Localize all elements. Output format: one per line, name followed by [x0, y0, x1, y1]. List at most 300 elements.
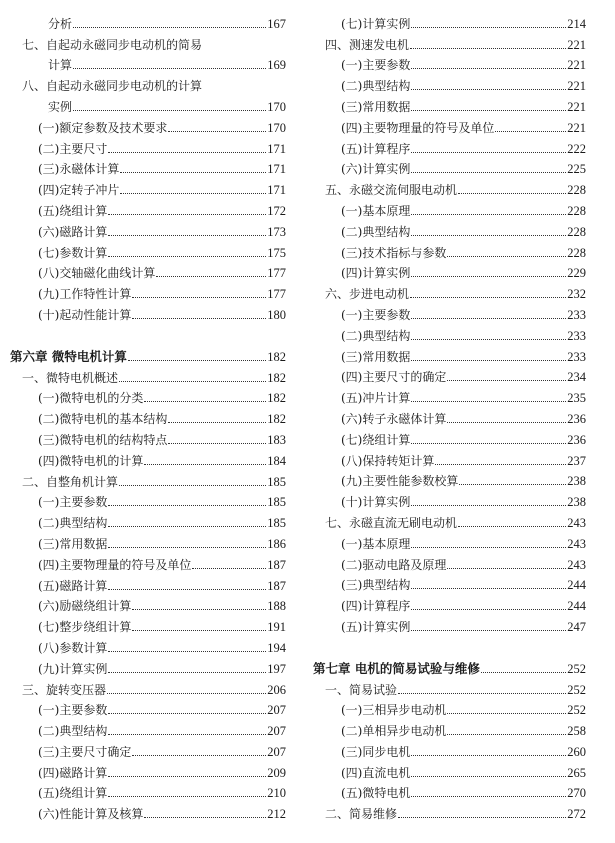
page-number: 182 [267, 370, 286, 385]
dot-leader [411, 609, 566, 610]
toc-column-left [10, 10, 286, 821]
entry-title: (五)绕组计算 [38, 203, 108, 218]
page-number: 171 [267, 183, 286, 198]
page-number: 188 [267, 599, 286, 614]
entry-title: (三)主要尺寸确定 [38, 744, 132, 759]
entry-title: (二)单相异步电动机 [341, 724, 447, 739]
page-number: 177 [267, 266, 286, 281]
dot-leader [108, 734, 266, 735]
dot-leader [144, 401, 266, 402]
entry-title: (一)额定参数及技术要求 [38, 120, 168, 135]
dot-leader [398, 693, 566, 694]
entry-title: (五)绕组计算 [38, 786, 108, 801]
entry-title: (一)三相异步电动机 [341, 703, 447, 718]
entry-title: (七)计算实例 [341, 16, 411, 31]
toc-entry[interactable] [10, 572, 286, 593]
toc-entry[interactable] [313, 800, 586, 821]
page-number: 187 [267, 578, 286, 593]
entry-title: (四)主要物理量的符号及单位 [341, 120, 495, 135]
entry-title: 二、简易维修 [325, 807, 398, 822]
entry-title: 二、自整角机计算 [22, 474, 119, 489]
dot-leader [411, 318, 566, 319]
page-number: 238 [567, 474, 586, 489]
toc-entry[interactable] [10, 717, 286, 738]
page-number: 221 [567, 79, 586, 94]
dot-leader [411, 110, 566, 111]
page-number: 232 [567, 287, 586, 302]
toc-entry[interactable] [313, 10, 586, 31]
dot-leader [107, 693, 266, 694]
entry-title: (七)参数计算 [38, 245, 108, 260]
entry-title: (九)工作特性计算 [38, 287, 132, 302]
entry-title: (三)技术指标与参数 [341, 245, 447, 260]
entry-title: (一)基本原理 [341, 203, 411, 218]
toc-entry[interactable] [313, 551, 586, 572]
entry-title: (四)磁路计算 [38, 765, 108, 780]
toc-entry[interactable] [10, 551, 286, 572]
page-number: 221 [567, 58, 586, 73]
dot-leader [168, 131, 266, 132]
toc-entry[interactable] [313, 759, 586, 780]
page-number: 187 [267, 557, 286, 572]
page-number: 260 [567, 744, 586, 759]
toc-entry[interactable] [10, 655, 286, 676]
toc-entry[interactable] [313, 780, 586, 801]
dot-leader [132, 630, 266, 631]
dot-leader [411, 630, 566, 631]
entry-title: (一)基本原理 [341, 536, 411, 551]
toc-entry[interactable] [313, 239, 586, 260]
page-number: 170 [267, 120, 286, 135]
toc-entry[interactable] [10, 10, 286, 31]
page-number: 221 [567, 99, 586, 114]
dot-leader [411, 505, 566, 506]
dot-leader [108, 776, 266, 777]
toc-entry[interactable] [313, 52, 586, 73]
page-number: 197 [267, 661, 286, 676]
entry-title: (八)参数计算 [38, 640, 108, 655]
page-number: 171 [267, 141, 286, 156]
entry-title: 七、自起动永磁同步电动机的简易 [22, 37, 203, 52]
page-number: 206 [267, 682, 286, 697]
entry-title: (八)交轴磁化曲线计算 [38, 266, 156, 281]
entry-title: (十)起动性能计算 [38, 307, 132, 322]
toc-entry[interactable] [10, 385, 286, 406]
page-number: 177 [267, 287, 286, 302]
page-number: 170 [267, 99, 286, 114]
dot-leader [73, 110, 266, 111]
entry-title: (三)常用数据 [38, 536, 108, 551]
page-number: 175 [267, 245, 286, 260]
toc-entry[interactable] [10, 780, 286, 801]
toc-entry[interactable] [313, 676, 586, 697]
entry-title: (八)保持转矩计算 [341, 453, 435, 468]
toc-chapter-entry[interactable] [313, 655, 586, 676]
chapter-title: 第七章 电机的简易试验与维修 [313, 660, 480, 676]
page-number: 238 [567, 495, 586, 510]
page-number: 182 [267, 391, 286, 406]
toc-entry[interactable] [313, 509, 586, 530]
toc-entry[interactable] [313, 135, 586, 156]
dot-leader [411, 360, 566, 361]
page-number: 183 [267, 432, 286, 447]
toc-entry[interactable] [313, 384, 586, 405]
page-number: 258 [567, 724, 586, 739]
toc-entry[interactable] [10, 135, 286, 156]
dot-leader [495, 131, 566, 132]
page-number: 180 [267, 307, 286, 322]
dot-leader [458, 526, 566, 527]
dot-leader [120, 172, 266, 173]
dot-leader [108, 256, 266, 257]
entry-title: (三)常用数据 [341, 99, 411, 114]
toc-column-right [313, 10, 586, 821]
page-number: 243 [567, 536, 586, 551]
entry-title: (五)计算实例 [341, 619, 411, 634]
dot-leader [458, 193, 566, 194]
dot-leader [108, 235, 266, 236]
page-number: 252 [567, 682, 586, 697]
toc-entry[interactable] [313, 364, 586, 385]
dot-leader [108, 713, 266, 714]
chapter-title: 第六章 微特电机计算 [10, 348, 127, 364]
toc-entry[interactable] [313, 426, 586, 447]
entry-title: 七、永磁直流无刷电动机 [325, 515, 458, 530]
dot-leader [411, 796, 566, 797]
page-number: 270 [567, 786, 586, 801]
dot-leader [411, 588, 566, 589]
page-number: 236 [567, 411, 586, 426]
dot-leader [192, 568, 266, 569]
page-number: 221 [567, 37, 586, 52]
dot-leader [411, 547, 566, 548]
page-number: 169 [267, 58, 286, 73]
toc-entry[interactable] [10, 489, 286, 510]
entry-title: (五)冲片计算 [341, 391, 411, 406]
dot-leader [447, 422, 566, 423]
section-spacer [10, 322, 286, 343]
toc-entry[interactable] [313, 343, 586, 364]
toc-entry[interactable] [10, 280, 286, 301]
page-number: 182 [267, 412, 286, 427]
dot-leader [108, 672, 266, 673]
toc-entry[interactable] [10, 530, 286, 551]
entry-title: 六、步进电动机 [325, 287, 410, 302]
toc-entry[interactable] [10, 93, 286, 114]
dot-leader [410, 297, 566, 298]
page-number: 214 [567, 16, 586, 31]
toc-entry[interactable] [313, 530, 586, 551]
dot-leader [411, 214, 566, 215]
dot-leader [108, 651, 266, 652]
dot-leader [411, 339, 566, 340]
entry-title: (二)典型结构 [38, 724, 108, 739]
dot-leader [73, 27, 266, 28]
toc-entry[interactable] [10, 405, 286, 426]
entry-title: 计算 [48, 58, 73, 73]
dot-leader [398, 817, 566, 818]
page-number: 244 [567, 578, 586, 593]
toc-entry[interactable] [10, 676, 286, 697]
entry-title: (九)主要性能参数校算 [341, 474, 459, 489]
dot-leader [108, 526, 266, 527]
page-number: 235 [567, 391, 586, 406]
toc-entry[interactable] [10, 426, 286, 447]
toc-entry[interactable] [313, 488, 586, 509]
entry-title: 五、永磁交流伺服电动机 [325, 183, 458, 198]
toc-chapter-entry[interactable] [10, 343, 286, 364]
toc-entry[interactable] [10, 447, 286, 468]
page-number: 229 [567, 266, 586, 281]
dot-leader [108, 152, 266, 153]
entry-title: (四)主要尺寸的确定 [341, 370, 447, 385]
page-number: 172 [267, 203, 286, 218]
toc-entry[interactable] [10, 697, 286, 718]
dot-leader [447, 713, 566, 714]
toc-entry[interactable] [10, 31, 286, 52]
toc-entry[interactable] [10, 613, 286, 634]
entry-title: (三)永磁体计算 [38, 162, 120, 177]
entry-title: 分析 [48, 16, 73, 31]
page-number: 233 [567, 328, 586, 343]
dot-leader [168, 443, 266, 444]
toc-entry[interactable] [313, 738, 586, 759]
entry-title: (二)典型结构 [341, 328, 411, 343]
dot-leader [108, 589, 266, 590]
dot-leader [144, 464, 266, 465]
toc-entry[interactable] [313, 280, 586, 301]
entry-title: (一)主要参数 [341, 307, 411, 322]
page-number: 209 [267, 765, 286, 780]
toc-entry[interactable] [10, 197, 286, 218]
page-number: 207 [267, 703, 286, 718]
dot-leader [108, 796, 266, 797]
dot-leader [481, 672, 566, 673]
entry-title: (六)磁路计算 [38, 224, 108, 239]
page-number: 207 [267, 744, 286, 759]
entry-title: (二)典型结构 [341, 224, 411, 239]
page-number: 222 [567, 141, 586, 156]
page-number: 228 [567, 203, 586, 218]
page-number: 185 [267, 474, 286, 489]
entry-title: (十)计算实例 [341, 495, 411, 510]
dot-leader [411, 89, 566, 90]
toc-entry[interactable] [313, 72, 586, 93]
entry-title: (三)微特电机的结构特点 [38, 432, 168, 447]
entry-title: (五)计算程序 [341, 141, 411, 156]
page-number: 233 [567, 307, 586, 322]
entry-title: (二)驱动电路及原理 [341, 557, 447, 572]
page-number: 228 [567, 245, 586, 260]
toc-entry[interactable] [313, 613, 586, 634]
dot-leader [410, 48, 566, 49]
dot-leader [411, 443, 566, 444]
entry-title: (六)计算实例 [341, 162, 411, 177]
page-number: 167 [267, 16, 286, 31]
section-spacer [313, 634, 586, 655]
entry-title: (二)微特电机的基本结构 [38, 412, 168, 427]
toc-entry[interactable] [313, 260, 586, 281]
toc-entry[interactable] [313, 447, 586, 468]
entry-title: (一)主要参数 [38, 703, 108, 718]
entry-title: (四)微特电机的计算 [38, 453, 144, 468]
entry-title: (四)定转子冲片 [38, 183, 120, 198]
page-number: 194 [267, 640, 286, 655]
page-number: 233 [567, 349, 586, 364]
entry-title: (三)常用数据 [341, 349, 411, 364]
entry-title: (六)性能计算及核算 [38, 807, 144, 822]
toc-entry[interactable] [313, 717, 586, 738]
toc-entry[interactable] [10, 260, 286, 281]
entry-title: (六)励磁绕组计算 [38, 599, 132, 614]
page-number: 243 [567, 515, 586, 530]
page-number: 207 [267, 724, 286, 739]
page-number: 265 [567, 765, 586, 780]
dot-leader [447, 380, 566, 381]
entry-title: (一)主要参数 [38, 495, 108, 510]
toc-entry[interactable] [313, 301, 586, 322]
toc-entry[interactable] [10, 364, 286, 385]
toc-entry[interactable] [10, 176, 286, 197]
toc-entry[interactable] [313, 31, 586, 52]
page-number: 252 [567, 661, 586, 676]
page-number: 234 [567, 370, 586, 385]
page-number: 244 [567, 599, 586, 614]
entry-title: 三、旋转变压器 [22, 682, 107, 697]
page-number: 185 [267, 495, 286, 510]
entry-title: (九)计算实例 [38, 661, 108, 676]
dot-leader [411, 172, 566, 173]
dot-leader [411, 68, 566, 69]
dot-leader [411, 401, 566, 402]
entry-title: (一)微特电机的分类 [38, 391, 144, 406]
toc-entry[interactable] [10, 52, 286, 73]
entry-title: 实例 [48, 99, 73, 114]
dot-leader [168, 422, 266, 423]
toc-entry[interactable] [10, 759, 286, 780]
toc-entry[interactable] [313, 405, 586, 426]
entry-title: (二)主要尺寸 [38, 141, 108, 156]
page-number: 185 [267, 516, 286, 531]
dot-leader [119, 485, 266, 486]
entry-title: (四)直流电机 [341, 765, 411, 780]
entry-title: (二)典型结构 [341, 79, 411, 94]
entry-title: (四)主要物理量的符号及单位 [38, 557, 192, 572]
toc-entry[interactable] [313, 592, 586, 613]
page-number: 184 [267, 453, 286, 468]
toc-entry[interactable] [313, 176, 586, 197]
dot-leader [132, 755, 266, 756]
page-number: 228 [567, 224, 586, 239]
entry-title: (七)绕组计算 [341, 432, 411, 447]
entry-title: 八、自起动永磁同步电动机的计算 [22, 79, 203, 94]
page-number: 237 [567, 453, 586, 468]
toc-entry[interactable] [10, 634, 286, 655]
dot-leader [108, 214, 266, 215]
toc-entry[interactable] [10, 738, 286, 759]
toc-entry[interactable] [313, 572, 586, 593]
toc-entry[interactable] [10, 218, 286, 239]
dot-leader [459, 484, 566, 485]
toc-entry[interactable] [10, 468, 286, 489]
dot-leader [119, 381, 266, 382]
dot-leader [411, 276, 566, 277]
dot-leader [108, 547, 266, 548]
page-number: 221 [567, 120, 586, 135]
toc-entry[interactable] [10, 156, 286, 177]
toc-entry[interactable] [10, 301, 286, 322]
dot-leader [128, 360, 266, 361]
toc-entry[interactable] [313, 322, 586, 343]
page-number: 182 [267, 349, 286, 364]
entry-title: (三)同步电机 [341, 744, 411, 759]
dot-leader [144, 817, 266, 818]
dot-leader [120, 193, 266, 194]
toc-entry[interactable] [10, 72, 286, 93]
entry-title: 一、微特电机概述 [22, 370, 119, 385]
dot-leader [132, 609, 266, 610]
toc-entry[interactable] [313, 114, 586, 135]
dot-leader [73, 68, 266, 69]
toc-entry[interactable] [313, 93, 586, 114]
toc-entry[interactable] [313, 697, 586, 718]
dot-leader [132, 318, 266, 319]
dot-leader [411, 776, 566, 777]
dot-leader [447, 568, 566, 569]
entry-title: (五)微特电机 [341, 786, 411, 801]
dot-leader [411, 235, 566, 236]
dot-leader [156, 276, 266, 277]
entry-title: (二)典型结构 [38, 516, 108, 531]
page-number: 173 [267, 224, 286, 239]
toc-entry[interactable] [10, 239, 286, 260]
dot-leader [411, 27, 566, 28]
dot-leader [108, 505, 266, 506]
toc-entry[interactable] [313, 197, 586, 218]
page-number: 210 [267, 786, 286, 801]
page-number: 171 [267, 162, 286, 177]
page-number: 228 [567, 183, 586, 198]
page-number: 225 [567, 162, 586, 177]
entry-title: (一)主要参数 [341, 58, 411, 73]
entry-title: 四、测速发电机 [325, 37, 410, 52]
page-number: 191 [267, 620, 286, 635]
toc-entry[interactable] [10, 114, 286, 135]
dot-leader [435, 464, 566, 465]
toc-entry[interactable] [313, 468, 586, 489]
toc-entry[interactable] [313, 156, 586, 177]
toc-entry[interactable] [313, 218, 586, 239]
dot-leader [132, 297, 266, 298]
entry-title: (四)计算实例 [341, 266, 411, 281]
toc-entry[interactable] [10, 800, 286, 821]
entry-title: (七)整步绕组计算 [38, 620, 132, 635]
page-number: 186 [267, 536, 286, 551]
dot-leader [411, 152, 566, 153]
page-number: 272 [567, 807, 586, 822]
dot-leader [411, 755, 566, 756]
entry-title: (六)转子永磁体计算 [341, 411, 447, 426]
page-number: 243 [567, 557, 586, 572]
toc-entry[interactable] [10, 593, 286, 614]
entry-title: (五)磁路计算 [38, 578, 108, 593]
dot-leader [447, 734, 566, 735]
dot-leader [447, 256, 566, 257]
entry-title: (四)计算程序 [341, 599, 411, 614]
toc-entry[interactable] [10, 509, 286, 530]
entry-title: (三)典型结构 [341, 578, 411, 593]
entry-title: 一、简易试验 [325, 682, 398, 697]
